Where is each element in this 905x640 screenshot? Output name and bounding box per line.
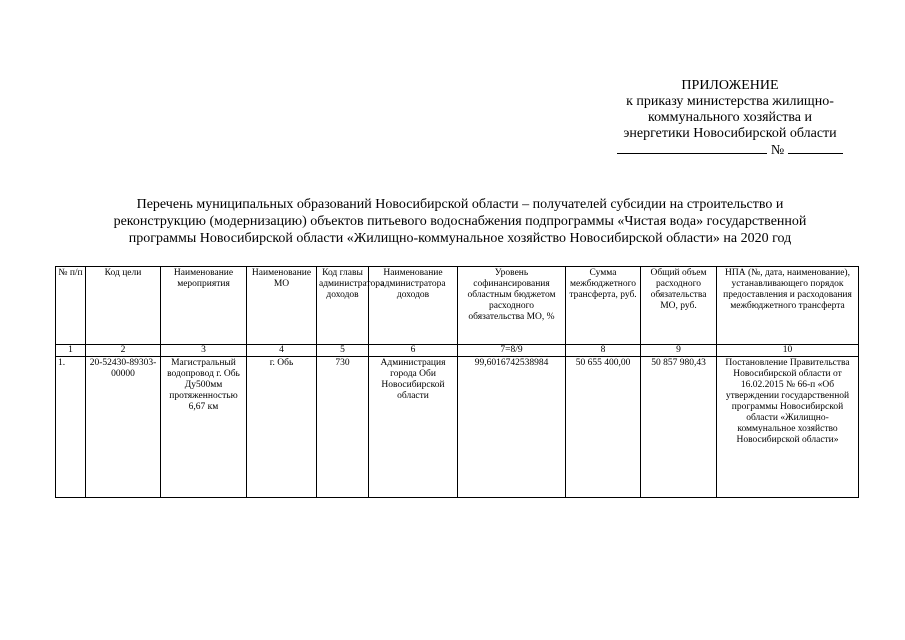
column-header: НПА (№, дата, наименование), устанавливающего порядок предоставления и расходования межбюджетного трансферта xyxy=(717,267,859,345)
transfer-sum: 50 655 400,00 xyxy=(566,357,641,498)
order-number-blank xyxy=(788,142,843,154)
column-number: 4 xyxy=(247,345,317,357)
admin-code: 730 xyxy=(317,357,369,498)
order-date-blank xyxy=(617,142,767,154)
admin-name: Администрация города Оби Новосибирской области xyxy=(369,357,458,498)
target-code: 20-52430-89303-00000 xyxy=(86,357,161,498)
total-obligation: 50 857 980,43 xyxy=(641,357,717,498)
appendix-line: энергетики Новосибирской области xyxy=(623,126,837,141)
order-number-line xyxy=(560,142,900,159)
column-number: 6 xyxy=(369,345,458,357)
appendix-title: ПРИЛОЖЕНИЕ xyxy=(681,78,779,93)
column-number-row xyxy=(56,345,859,357)
title-line: программы Новосибирской области «Жилищно-коммунальное хозяйство Новосибирской области» на 2020 год xyxy=(128,231,792,246)
municipality-name: г. Обь xyxy=(247,357,317,498)
appendix-header xyxy=(560,78,900,159)
number-sign: № xyxy=(770,143,785,158)
legal-act: Постановление Правительства Новосибирской области от 16.02.2015 № 66-п «Об утверждении государственной программы Новосибирской области «Жилищно-коммунальное хозяйство Новосибирской области» xyxy=(717,357,859,498)
row-number: 1. xyxy=(56,357,86,498)
column-number: 5 xyxy=(317,345,369,357)
column-number: 9 xyxy=(641,345,717,357)
table-row xyxy=(56,357,859,498)
column-number: 7=8/9 xyxy=(458,345,566,357)
column-header: Уровень софинансирования областным бюджетом расходного обязательства МО, % xyxy=(458,267,566,345)
title-line: Перечень муниципальных образований Новосибирской области – получателей субсидии на строительство и xyxy=(136,197,784,212)
column-number: 1 xyxy=(56,345,86,357)
column-header: Сумма межбюджетного трансферта, руб. xyxy=(566,267,641,345)
column-header: № п/п xyxy=(56,267,86,345)
column-number: 8 xyxy=(566,345,641,357)
subsidy-table xyxy=(55,266,859,498)
column-header: Код цели xyxy=(86,267,161,345)
column-header: Наименование администратора доходов xyxy=(369,267,458,345)
column-number: 10 xyxy=(717,345,859,357)
table-header-row xyxy=(56,267,859,345)
cofinancing-level: 99,6016742538984 xyxy=(458,357,566,498)
document-title xyxy=(60,196,860,247)
column-header: Код главы администратора доходов xyxy=(317,267,369,345)
column-header: Наименование мероприятия xyxy=(161,267,247,345)
column-header: Наименование МО xyxy=(247,267,317,345)
appendix-line: коммунального хозяйства и xyxy=(647,110,813,125)
column-number: 2 xyxy=(86,345,161,357)
appendix-line: к приказу министерства жилищно- xyxy=(626,94,834,109)
column-number: 3 xyxy=(161,345,247,357)
column-header: Общий объем расходного обязательства МО, руб. xyxy=(641,267,717,345)
event-name: Магистральный водопровод г. Обь Ду500мм протяженностью 6,67 км xyxy=(161,357,247,498)
title-line: реконструкцию (модернизацию) объектов питьевого водоснабжения подпрограммы «Чистая вода» государственной xyxy=(113,214,807,229)
